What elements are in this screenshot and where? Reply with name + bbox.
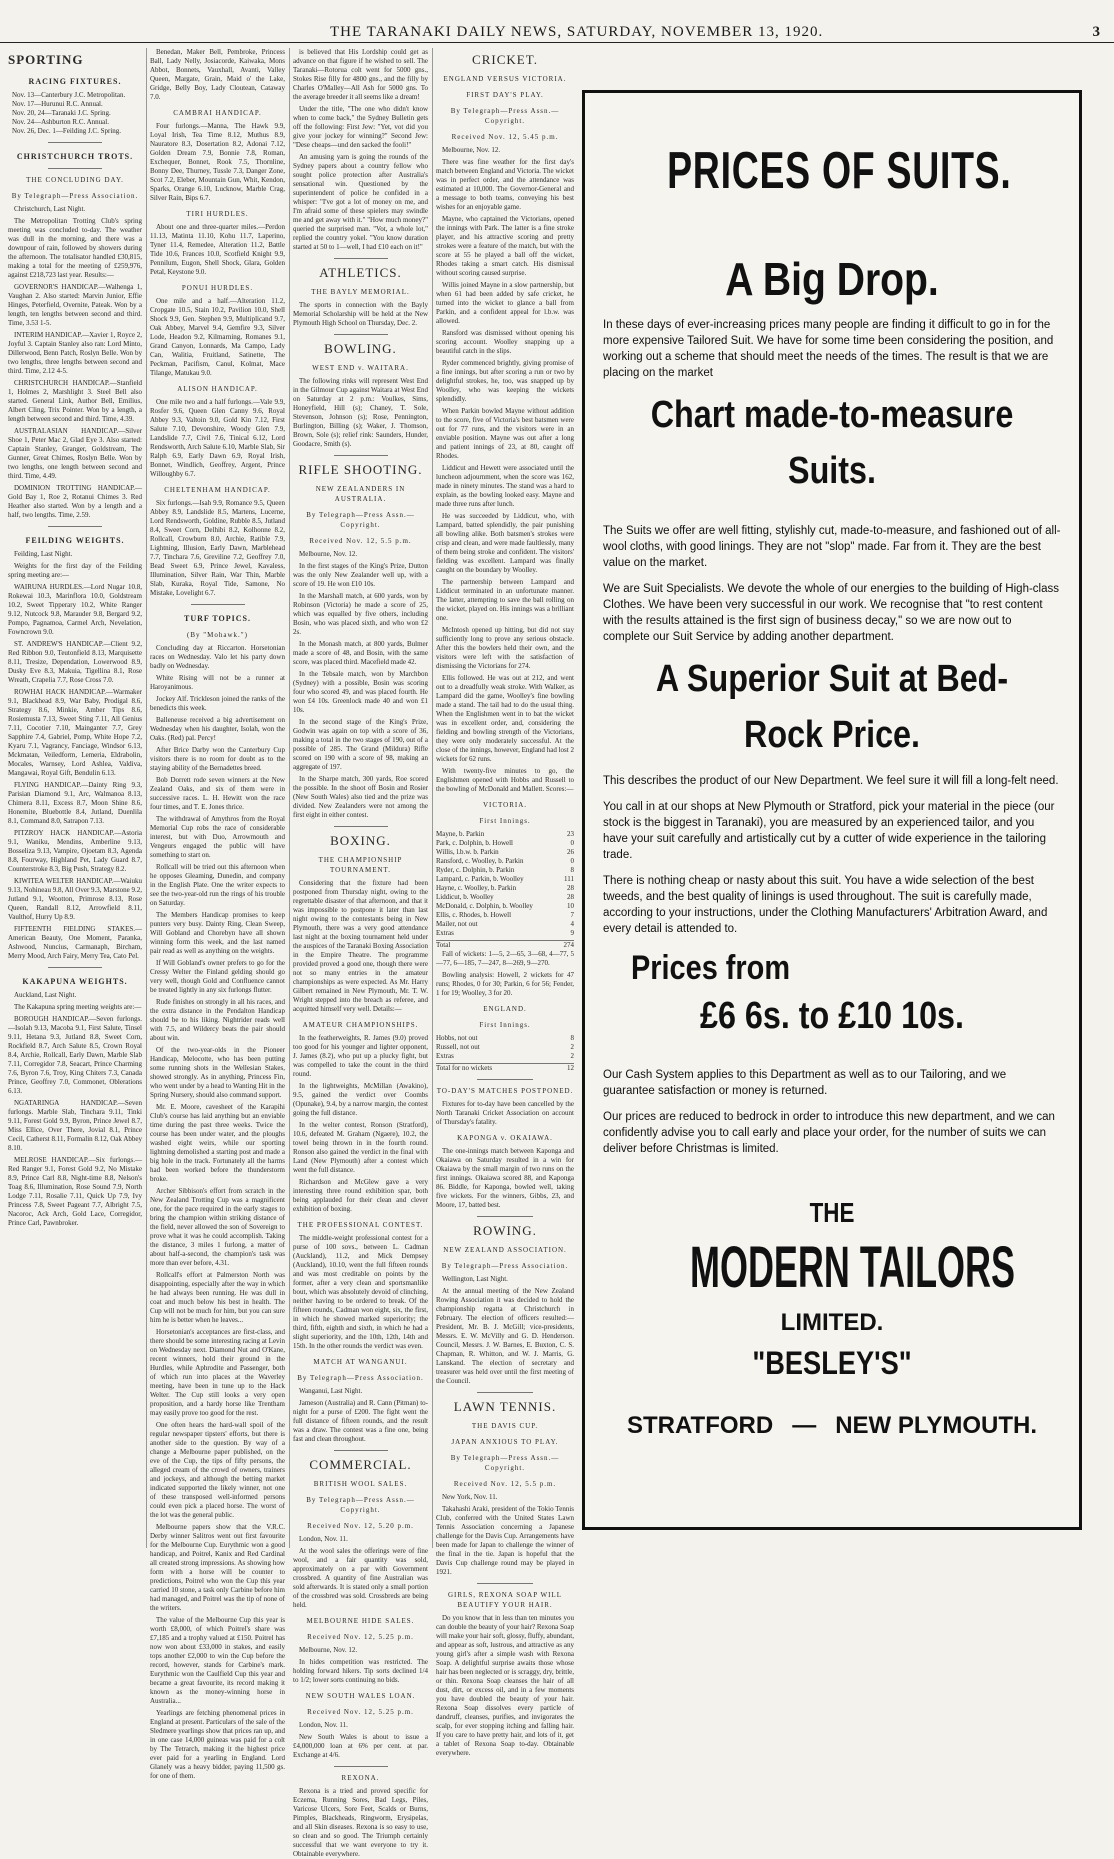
paragraph: With twenty-five minutes to go, the Englishmen opened with Hobbs and Russell to the bowling of McDonald and Mallett. Scores:— [436,767,574,793]
divider [191,604,245,605]
subheading: KAKAPUNA WEIGHTS. [22,977,128,986]
batsman-name: Hayne, c. Woolley, b. Parkin [436,884,517,892]
paragraph: Do you know that in less than ten minutes you can double the beauty of your hair? Rexona Soap will make your hair soft, glossy, fluffy, abundant, and appear as soft, lustrous, and attractive as any young girl's after a simple wash with Rexona Soap. A delightful surprise awaits those whose hair has been neglected or is scraggy, dry, brittle, or thin. Rexona Soap cleanses the hair of all dust, dirt, or excess oil, and in a few moments you have doubled the beauty of your hair. Rexona Soap dissolves every particle of dandruff, cleanses, purifies, and invigorates the scalp, for ever stopping itching and falling hair. If you care to have pretty hair, and lots of it, get a tablet of Rexona Soap to-day. Obtainable everywhere. [436,1614,575,1757]
paragraph: is believed that His Lordship could get as advance on that figure if he wished to sell. The Taranaki—Rotorua colt went for 5000 gns., Stokes Rise filly for 4800 gns., and the filly by Charles O'Malley—All Ash for 5000 gns. To the average breeder it all seems like a dream! [293,48,428,101]
paragraph: AUSTRALASIAN HANDICAP.—Silver Shoe 1, Peter Mac 2, Glad Eye 3. Also started: Captain Stanley, Granger, Goldstream, The Gunner, Great Chimes, Roslyn Belle. Won by two lengths, one length between second and third. Time, 4.49. [8,427,142,480]
scorecard-victoria [436,830,574,950]
masthead-title: THE TARANAKI DAILY NEWS, SATURDAY, NOVEMBER 13, 1920. [330,24,824,40]
list-item: Nov. 17—Hurunui R.C. Annual. [12,100,103,108]
paragraph: At the wool sales the offerings were of fine wool, and a fair quantity was sold, approximately on a par with Government crossbred. A quantity of fine Australian was sold afterwards. It is stated only a small portion of the crossbred was sold. Crossbreds are being held. [293,1547,428,1609]
paragraph: The middle-weight professional contest for a purse of 100 sovs., between L. Cadman (Auckland), 11.2, and Mick Dempsey (Auckland), 10.10, went the full fifteen rounds and was most creditable on points by the former, after a very clean and sportsmanlike bout, which was absolutely devoid of clinching, neither having to be ordered to break. Of the fifteen rounds, Cadman won eight, six, the first, in which he showed marked superiority; the third, fifth, eighth and sixth, in which he had a slight superiority, and the 10th, 12th, 14th and 15th. In the other rounds the verdict was even. [293,1234,428,1350]
divider [334,1450,388,1451]
batsman-runs: 0 [570,839,574,847]
subheading: ALISON HANDICAP. [177,385,258,393]
batsman-runs: 7 [570,911,574,919]
paragraph: In the second stage of the King's Prize, Godwin was again on top with a score of 36, making a total in the two stages of 190, out of a possible of 285. The Grand (Mildura) Rifle scored on 190 with a score of 98, making an aggregate of 197. [293,718,428,771]
divider [48,526,102,527]
paragraph: The partnership between Lampard and Liddicut terminated in an unfortunate manner. The latter, attempting to save the ball rolling on the wicket, played on. His innings was a brilliant one. [436,578,574,622]
section-heading: BOXING. [330,833,391,848]
batsman-name: Ransford, c. Woolley, b. Parkin [436,857,524,865]
divider [48,168,102,169]
paragraph: In the Monash match, at 800 yards, Bulmer made a score of 48, and Bosin, with the same score, was placed third. Macefield made 42. [293,640,428,666]
ad-subheading: Suits. [788,450,876,492]
score-row [436,875,574,884]
paragraph: NGATARINGA HANDICAP.—Seven furlongs. Marble Slab, Tinchara 9.11, Tinki 9.11, Forest Gold 9.9, Byron, Prince Jewel 8.7, Miss Ellice, Over There, Jovial 8.1, Prince Cecil, Catherst 8.11, Formalin 8.12, Oak Abbey 8.10. [8,1099,142,1152]
score-row [436,830,574,839]
subheading: THE PROFESSIONAL CONTEST. [297,1221,424,1229]
paragraph: Concluding day at Riccarton. Horsetonian races on Wednesday. Valo let his party down badly on Wednesday. [150,644,285,670]
subheading: CAMBRAI HANDICAP. [173,109,262,117]
paragraph: One mile two and a half furlongs.—Vale 9.9, Rosfer 9.6, Queen Glen Canny 9.6, Royal Abbey 9.3, Valtoin 9.0, Gold Kin 7.12, First Salute 7.10, Devonshire, Woody Glen 7.9, Landslide 7.7, Civil 7.6, Tinical 6.12, Lord Rendsworth, Arch Salute 6.10, Marble Slab, Sir Ralph 6.9, Early Dawn 6.9, Royal Irish, Bonnet, Windlich, Geoffrey, Argent, Prince Willoughby 6.7. [150,398,285,478]
batsman-runs: 28 [567,884,574,892]
batsman-runs: 0 [570,857,574,865]
batsman-runs: 9 [570,929,574,937]
dateline: Received Nov. 12, 5.25 p.m. [307,1633,414,1641]
total-value: 274 [563,941,574,949]
ad-subheading: A Superior Suit at Bed- [655,658,1009,700]
paragraph: In hides competition was restricted. The holding forward hikers. Tip sorts declined 1/4 to 1/2; lower sorts continuing no bids. [293,1658,428,1684]
score-total [436,940,574,950]
dateline: Received Nov. 12, 5.5 p.m. [453,1480,557,1488]
dateline: Received Nov. 12, 5.20 p.m. [307,1522,414,1530]
batsman-runs: 26 [567,848,574,856]
score-row [436,848,574,857]
paragraph: The Metropolitan Trotting Club's spring meeting was concluded to-day. The weather was dull in the morning, and there was a downpour of rain, followed by showers during the afternoon. The totalisator handled £30,815, making a total for the meeting of £259,976, against £218,723 last year. Results:— [8,217,142,279]
ad-price-range: £6 6s. to £10 10s. [700,995,964,1037]
paragraph: An amusing yarn is going the rounds of the Sydney papers about a country fellow who sought police protection after Australia's sensational win. Questioned by the superintendent of police he confided in a whisper: "I've got a lot of money on me, and I'm afraid some of these spielers may swindle me and get away with it." "How much money?" queried the surprised man. "Vot, a whole lot," replied the country yokel. "You know duration started at 50 to 1—well, I had £10 each on it!" [293,153,428,251]
section-heading: ROWING. [473,1223,537,1238]
batsman-name: Russell, not out [436,1043,480,1051]
score-row [436,884,574,893]
paragraph: Takahashi Araki, president of the Tokio Tennis Club, conferred with the United States Lawn Tennis Association concerning a Japanese challenge for the Davis Cup. Arrangements have been made for Japan to challenge the winner of the final in the tie. Japan is hopeful that the Davis Cup challenge round may be played in 1921. [436,1505,574,1576]
paragraph: Rollcall's effort at Palmerston North was disappointing, especially after the way in which he had always been running. He was dull in coat and much below his best in health. The Cup will not be much for him, but you can sure him he is better when he leaves... [150,1271,285,1324]
subheading: ENGLAND. [483,1005,527,1013]
batsman-runs: 8 [570,866,574,874]
subheading: TIRI HURDLES. [186,210,249,218]
ad-limited: LIMITED. [780,1309,884,1336]
paragraph: After Brice Darby won the Canterbury Cup visitors there is no room for doubt as to the staying ability of the Bernadettes breed. [150,746,285,772]
paragraph: Weights for the first day of the Feilding spring meeting are:— [8,562,142,579]
section-heading: ATHLETICS. [319,265,402,280]
paragraph: KIWITEA WELTER HANDICAP.—Waiuku 9.13, Nohineau 9.8, All Over 9.3, Marstone 9.2, Jutland 9.1, Wootton, Primrose 8.13, Rose Queen, Randall 8.12, Arrowfield 8.11, Vaulthof, Hurry Up 8.9. [8,877,142,921]
byline: By Telegraph—Press Assn.—Copyright. [306,1496,415,1514]
paragraph: Jockey Alf. Trickleson joined the ranks of the benedicts this week. [150,695,285,712]
list-item: Nov. 20, 24—Taranaki J.C. Spring. [12,109,111,117]
subheading: CHELTENHAM HANDICAP. [164,486,271,494]
subheading: WEST END v. WAITARA. [312,364,409,372]
paragraph: In the first stages of the King's Prize, Dutton was the only New Zealander well up, with a score of 19. He won £10 10s. [293,562,428,588]
paragraph: WAIRUNA HURDLES.—Lord Nugar 10.8, Rokewai 10.3, Marinflora 10.0, Goldstream 10.2, Sweet Tipperary 10.2, White Ranger 9.12, Nutcock 9.8, Marauder 9.8, Bergard 9.2, Pompo, Pagnamoa, Carmel Arch, Nevelation, Fowncrown 9.0. [8,583,142,636]
column-rule [289,48,290,1548]
batsman-name: Ellis, c. Rhodes, b. Howell [436,911,512,919]
paragraph: At the annual meeting of the New Zealand Rowing Association it was decided to hold the championship regatta at Christchurch in February. The election of officers resulted:— President, Mr. B. J. McGill; vice-presidents, Messrs. E. W. McVilly and G. D. Henderson. Council, Messrs. J. W. Barnes, E. Buxton, C. S. Chapman, R. Whitton, and W. J. Marris, G. Lanskand. The election of secretary and treasurer was held over until the first meeting of the Council. [436,1287,574,1385]
list-item: Nov. 13—Canterbury J.C. Metropolitan. [12,91,126,99]
paragraph: Ryder commenced brightly, giving promise of a fine innings, but after scoring a run or two by delightful strokes, he, too, was snapped up by Woolley, who was keeping the wickets splendidly. [436,359,574,403]
masthead [0,0,1114,43]
dateline: Wellington, Last Night. [442,1275,508,1283]
ad-besleys: "BESLEY'S" [752,1345,912,1381]
ad-paragraph: We are Suit Specialists. We devote the whole of our energies to the building of High-class Clothes. We have been very successful in our work. We recognise that "to rest content with the results attained is the first sign of business decay," so we are now out to complete our Suit Service by adding another department. [603,583,1059,643]
dateline: Christchurch, Last Night. [14,205,86,213]
paragraph: Rexona is a tried and proved specific for Eczema, Running Sores, Bad Legs, Piles, Varicose Ulcers, Sore Feet, Scalds or Burns, Pimples, Blackheads, Ringworm, Erysipelas, and all Skin diseases. Rexona is so easy to use, so clean and so good. The Triumph certainly successful that we want everyone to try it. Obtainable everywhere. [293,1787,428,1858]
score-row [436,893,574,902]
dateline: Melbourne, Nov. 12. [299,1646,358,1654]
byline: By Telegraph—Press Assn.—Copyright. [306,511,415,529]
paragraph: The following rinks will represent West End in the Gilmour Cup against Waitara at West End on Saturday at 2 p.m.: Voulkes, Sims, Honeyfield, Hill (s); Chaney, T. Sole, Stevenson, Johnson (s); Rose, Pennington, Burlington, Billing (s); Waker, J. Thomson, Brown, Sole (s); relief rink: Saunders, Hunder, Goodacre, Smith (s). [293,377,428,448]
batsman-runs: 10 [567,902,574,910]
batsman-name: Lampard, c. Parkin, b. Woolley [436,875,524,883]
ad-town: NEW PLYMOUTH. [835,1412,1037,1439]
column-cricket [436,48,575,1757]
batsman-name: Ryder, c. Dolphin, b. Parkin [436,866,515,874]
paragraph: Melbourne papers show that the V.R.C. Derby winner Salitros went out first favourite for the Melbourne Cup. Eurythmic won a good handicap, and Poitrel, Kanix and Red Cardinal all created strong impressions. As showing how form with a horse will be counter to predictions, Poitrel who won the Cup this year carried 10 stone, a task only Carbine before him had managed, and Poitrel was the tip of none of the writers. [150,1523,285,1612]
batsman-name: Extras [436,929,454,937]
divider [477,1216,532,1217]
divider [334,826,388,827]
ad-subheading: Rock Price. [744,714,920,756]
paragraph: Fixtures for to-day have been cancelled by the North Taranaki Cricket Association on account of Thursday's fatality. [436,1100,574,1126]
ad-paragraph: The Suits we offer are well fitting, stylishly cut, made-to-measure, and fashioned out of all-wool cloths, with good linings. They are not "slop" made. Far from it. They are the best value on the market. [603,525,1061,569]
subheading: First Innings. [479,1021,531,1029]
paragraph: Balleneuse received a big advertisement on Wednesday when his daughter, Isolah, won the Oaks. (Red) pal. Percy! [150,716,285,742]
paragraph: FLYING HANDICAP.—Dainty Ring 9.3, Parisian Diamond 9.1, Arc, Walmanoa 8.13, Chimera 8.11, Excess 8.7, Moon Shine 8.6, Honemite, Bluebottle 8.4, Jutland, Duenlila 8.1, Command 8.0, Satrapon 7.13. [8,781,142,825]
paragraph: Four furlongs.—Manna, The Hawk 9.9, Loyal Irish, Tea Time 8.12, Muthus 8.9, Nauratore 8.3, Dosertation 8.2, Adonai 7.12, Golden Dream 7.9, Bonnie 7.8, Roman, Exchequer, Bonnet, Rook 7.5, Thornline, Bonny Dee, Thurney, Tussle 7.3, Danger Zone, Scot 7.2, Eleber, Mountain Gun, Whit, Kendon, Sparks, Orange 6.10, Lucknow, Marble Crag, Silver Rain, Bips 6.7. [150,122,285,202]
subheading: THE CONCLUDING DAY. [26,176,124,184]
subheading: TURF TOPICS. [184,614,251,623]
subheading: TO-DAY'S MATCHES POSTPONED. [436,1087,574,1095]
subheading: NEW ZEALAND ASSOCIATION. [443,1246,567,1254]
batsman-name: Mailer, not out [436,920,478,928]
ad-paragraph: You call in at our shops at New Plymouth or Stratford, pick your material in the piece (our stock is the biggest in Taranaki), you are measured by an experienced tailor, and you have your suit carefully and artistically cut by a cutter of wide experience in the tailoring trade. [603,801,1055,861]
score-row [436,1052,574,1061]
scorecard-england [436,1034,574,1073]
ad-firm-article: THE [809,1197,855,1228]
paragraph: Of the two-year-olds in the Pioneer Handicap, Melocotte, who has been putting some running shots in the Wellesian Stakes, showed strongly. As in anything, Princess Fin, who went under by a head to Wanting Hit in the Spring Nursery, should also command support. [150,1046,285,1099]
subheading: MATCH AT WANGANUI. [313,1358,408,1366]
ad-town: STRATFORD [627,1412,774,1439]
score-row [436,911,574,920]
paragraph: The sports in connection with the Bayly Memorial Scholarship will be held at the New Plymouth High School on Thursday, Dec. 2. [293,301,428,327]
paragraph: White Rising will not be a runner at Haroyanimous. [150,674,285,691]
byline: (By "Mohawk.") [187,631,248,639]
subheading: GIRLS, REXONA SOAP WILL BEAUTIFY YOUR HAIR. [447,1591,562,1609]
paragraph: Bowling analysis: Howell, 2 wickets for 47 runs; Rhodes, 0 for 30; Parkin, 6 for 56; Fender, 1 for 19; Woolley, 3 for 20. [436,971,574,997]
paragraph: Horsetonian's acceptances are first-class, and there should be some interesting racing at Levin on Wednesday next. Diamond Nut and O'Kane, recent winners, hold their ground in the Hurdles, while Aphrodite and Passenger, both of which run into places at the Waverley meeting, have been in tune up to the Hack Welter. The Cup still looks a very open proposition, and a hardy horse like Trentham may easily prove too good for the rest. [150,1328,285,1417]
column-rule [432,48,433,1548]
paragraph: Ransford was dismissed without opening his scoring account. Woolley snapping up a beautiful catch in the slips. [436,329,574,355]
paragraph: Bob Dorrett rode seven winners at the New Zealand Oaks, and six of them were in successive races. L. H. Hewitt won the race four times, and T. E. Jones thrice. [150,776,285,811]
section-heading: COMMERCIAL. [309,1457,412,1472]
batsman-runs: 8 [570,1034,574,1042]
paragraph: The one-innings match between Kaponga and Okaiawa on Saturday resulted in a win for Okaiawa by the small margin of two runs on the first innings. Okaiawa scored 88, and Kaponga 86. Biddle, for Kaponga, bowled well, taking five wickets. For the winners, Gibbs, 23, and Moore, 17, batted best. [436,1147,574,1209]
dateline: London, Nov. 11. [299,1721,348,1729]
score-row [436,1043,574,1052]
byline: By Telegraph—Press Association. [441,1262,569,1270]
paragraph: Richardson and McGlew gave a very interesting three round exhibition spar, both being applauded for their clean and clever exhibition of boxing. [293,1178,428,1213]
paragraph: There was fine weather for the first day's match between England and Victoria. The wicket was in perfect order, and the attendance was estimated at 10,000. The Governor-General and a message to both teams, conveying his best wishes for an enjoyable game. [436,158,574,211]
paragraph: When Parkin bowled Mayne without addition to the score, five of Victoria's best batsmen were out for 77 runs, and the visitors were in an enviable position. Mayne was out after a long and patient innings of 23, at 80, caught off Rhodes. [436,407,574,460]
paragraph: Willis joined Mayne in a slow partnership, but when 61 had been added by safe cricket, he turned into the wicket to glance a ball from Parkin, and a confident appeal for l.b.w. was allowed. [436,281,574,325]
paragraph: One often hears the hard-wall spoil of the regular newspaper tipsters' efforts, but there is another side to the question. By way of a change a Melbourne paper published, on the eve of the Cup, the tips of fifty persons, the alleged cream of the crowd of owners, trainers and jockeys, and although the betting market indicated supported the likely winner, not one of these transposed well-informed persons could even pick a placed horse. The worst of the lot was the general public. [150,1421,285,1519]
subheading: BRITISH WOOL SALES. [313,1480,408,1488]
score-row [436,929,574,938]
dateline: Received Nov. 12, 5.45 p.m. [451,133,559,141]
ad-drop-heading: A Big Drop. [725,253,939,305]
byline: By Telegraph—Press Assn.—Copyright. [450,1454,560,1472]
subheading: RACING FIXTURES. [28,77,122,86]
paragraph: Benedan, Maker Bell, Pembroke, Princess Ball, Lady Nelly, Josiacorde, Kaiwaka, Mons Abbot, Bonnets, Vauxhall, Avanti, Valley Queen, Margate, Grain, Maid o' the Lake, Gridge, Belly Boy, Lady Cloutean, Cataway 7.0. [150,48,285,101]
score-total [436,1063,574,1073]
batsman-name: Hobbs, not out [436,1034,478,1042]
subheading: JAPAN ANXIOUS TO PLAY. [451,1438,559,1446]
paragraph: Six furlongs.—Isah 9.9, Romance 9.5, Queen Abbey 8.9, Landslide 8.5, Martens, Lucerne, Lord Rendsworth, Goldine, Rubble 8.5, Jutland 8.4, Sweet Corn, Delhibi 8.2, Kolhonne 8.2, Rollcall, Crowburn 8.0, Archie, Ratible 7.9, Lightning, Illusion, Early Dawn, Marblehead 7.7, Tinchara 7.6, Greviline 7.2, Geoffrey 7.0, Bead Sweet 6.9, Prince Jewel, Kavaless, Illumination, Silver Rain, War Thin, Marble Slab, Kuraka, Royal Tide, Samone, No Mistake, Lovelight 6.7. [150,499,285,597]
column-rule [146,48,147,1548]
score-row [436,920,574,929]
paragraph: One mile and a half.—Alteration 11.2, Cropgate 10.5, Stain 10.2, Pavilion 10.0, Shell Shock 9.9, Gen. Stephen 9.9, Multiplicand 9.7, Oak Abbey, Marvel 9.4, Gemfire 9.3, Silver Lode, Headon 9.2, Kilmarning, Romanes 9.1, Grand Canyon, Lonnards, Ma Campo, Lady Can, Walitia, Fruitland, Satinette, The Peckman, Pacifism, Canul, Kolmat, Mace Tilange, Matukau 9.0. [150,297,285,377]
paragraph: Jameson (Australia) and R. Cann (Pitman) to-night for a purse of £200. The fight went the full distance of fifteen rounds, and the result was a draw. The contest was a fine one, being fast and clean throughout. [293,1399,428,1443]
paragraph: The Members Handicap promises to keep punters very busy. Dainty Ring, Clean Sweep, Will Gobland and Chorebyn have all shown winning form this week, and the last named pair read as well as anything on the weights. [150,911,285,955]
paragraph: GOVERNOR'S HANDICAP.—Walhenga 1, Vaughan 2. Also started: Marvin Junior, Effie Hinges, Peterfield, Overnite, Pateak. Won by a length, ten lengths between second and third. Time, 3.53 1-5. [8,283,142,327]
dateline: Received Nov. 12, 5.5 p.m. [309,537,412,545]
dateline: Melbourne, Nov. 12. [442,146,501,154]
ad-prices-from: Prices from [631,949,791,987]
subheading: FIRST DAY'S PLAY. [466,91,544,99]
divider [48,967,102,968]
paragraph: In the Marshall match, at 600 yards, won by Robinson (Victoria) he made a score of 25, which was equalled by five others, including Bosin, who was placed sixth, and who won £2 2s. [293,592,428,636]
subheading: THE BAYLY MEMORIAL. [311,288,410,296]
paragraph: The value of the Melbourne Cup this year is worth £8,000, of which Poitrel's share was £7,185 and a trophy valued at £150. Poitrel has now won about £33,000 in stakes, and easily tops another £2,000 to win the Cup before the record, however, stands for Carbine's mark. Eurythmic won the Caulfield Cup this year and became a great favourite, its record making it known as the money-winning horse in Australia... [150,1616,285,1705]
paragraph: In the featherweights, R. James (9.0) proved too good for his younger and lighter opponent, J. James (8.2), who put up a plucky fight, but was compelled to take the count in the third round. [293,1034,428,1078]
dateline: Auckland, Last Night. [14,991,77,999]
dateline: London, Nov. 11. [299,1535,348,1543]
total-label: Total [436,941,451,949]
subheading: REXONA. [341,1774,380,1782]
fixture-list [8,91,142,136]
paragraph: CHRISTCHURCH HANDICAP.—Stanfield 1, Holmes 2, Marshlight 3. Steel Bell also started. General Link, Author Bell, Emilius, Albert Cling, Trix Pointer. Won by a length, a length between second and third. Time, 4.39. [8,379,142,423]
paragraph: Rude finishes on strongly in all his races, and the extra distance in the Pendalton Handicap should be to his liking. Nightrider reads well with 7.5, and Wildercy beats the pair should about win. [150,998,285,1042]
paragraph: Liddicut and Hewett were associated until the luncheon adjournment, when the score was 162, made in ninety minutes. The stand was a hard to explain, as the bowling looked easy. Mayne and made three runs after lunch. [436,464,574,508]
paragraph: BOROUGH HANDICAP.—Seven furlongs.—Isolah 9.13, Macoba 9.1, First Salute, Tinsel 9.11, Hetana 9.3, Jutland 8.8, Sweet Corn, Rockfield 8.7, Arch Salute 8.5, Crown Royal 8.4, Archie, Rollcall, Early Dawn, Marble Slab 7.11, Corregidor 7.8, Seacart, Prince Charming 7.6, Byron 7.6, Troy, King Chiters 7.3, Canada Prince, Geoffrey 7.0, Commonet, Oblerations 6.13. [8,1015,142,1095]
page-number: 3 [1092,24,1100,40]
batsman-name: Extras [436,1052,454,1060]
paragraph: PITZROY HACK HANDICAP.—Astoria 9.1, Waniku, Mendins, Amberline 9.13, Bosseliza 9.13, Vampire, Ojoetam 8.3, Agenda 8.8, Fourway, Highland Pet, Lady Guard 8.7, Counterstroke 8.3, Big Push, Strategy 8.2. [8,829,142,873]
divider [48,142,102,143]
subheading: VICTORIA. [482,801,528,809]
dateline: New York, Nov. 11. [442,1493,498,1501]
column-general [293,48,428,1858]
divider [477,1392,532,1393]
score-row [436,866,574,875]
advertisement-modern-tailors [582,90,1082,1530]
dateline: Feilding, Last Night. [14,550,73,558]
paragraph: Yearlings are fetching phenomenal prices in England at present. Particulars of the sale of the Sledmere yearlings show that prices ran up, and in one case 14,000 guineas was paid for a colt by The Tetrarch, making it the highest price ever paid for a yearling in England. Lord Glanely was a heavy bidder, paying 11,500 gs. for one of them. [150,1709,285,1780]
divider [334,1766,388,1767]
divider [334,258,388,259]
paragraph: If Will Gobland's owner prefers to go for the Cressy Welter the Finland gelding should go very well, though Gold and Confluence cannot be treated lightly in any six furlongs flutter. [150,959,285,994]
subheading: NEW ZEALANDERS IN AUSTRALIA. [315,485,406,503]
dateline: Wanganui, Last Night. [299,1387,363,1395]
paragraph: In the lightweights, McMillan (Awakino), 9.5, gained the verdict over Coombs (Opunake), 9.4, by a narrow margin, the contest going the full distance. [293,1082,428,1117]
paragraph: He was succeeded by Liddicut, who, with Lampard, batted splendidly, the pair punishing all bowling alike. Both batsmen's strokes were crisp and clean, and were made faultlessly, many of them being stroke and confident. The visitors' fielding was excellent. Lampard was finally caught on the boundary by Woolley. [436,512,574,574]
ad-paragraph: In these days of ever-increasing prices many people are finding it difficult to go in for the more expensive Tailored Suit. We have for some time been considering the position, and working out a scheme that should meet the needs of the times. The result is that we are placing on the market [603,319,1054,379]
paragraph: FIFTEENTH FIELDING STAKES.—American Beauty, One Moment, Paranka, Ashwood, Nuncius, Carmanaph, Bircham, Merry Mood, Arch Fairy, Merry Tea, Cato Pel. [8,925,142,960]
section-heading: RIFLE SHOOTING. [298,462,423,477]
paragraph: In the Sharpe match, 300 yards, Roe scored the possible. In the shoot off Bosin and Rosier (New South Wales) also tied and the prize was divided. New Zealanders were not among the first eight in either contest. [293,775,428,819]
batsman-name: McDonald, c. Dolphin, b. Woolley [436,902,533,910]
subheading: ENGLAND VERSUS VICTORIA. [443,75,567,83]
column-racing [150,48,285,1780]
byline: By Telegraph—Press Assn.—Copyright. [450,107,560,125]
subheading: First Innings. [479,817,531,825]
byline: By Telegraph—Press Association. [297,1374,424,1382]
ad-paragraph: This describes the product of our New Department. We feel sure it will fill a long-felt need. [603,775,1059,787]
ad-subheading: Chart made-to-measure [650,394,1014,436]
paragraph: Ellis followed. He was out at 212, and went out to a dreadfully weak stroke. With Walker, as Lampard did the game, Woolley's fine bowling made a stand. The tail had to do the usual thing. When the Englishmen went in to bat the wicket was in excellent order, and, considering the fielding and bowling strength of the Victorians, they were only moderately successful. At the close of the innings, however, England had lost 2 wickets for 62 runs. [436,674,574,763]
batsman-name: Willis, l.b.w. b. Parkin [436,848,499,856]
paragraph: MELROSE HANDICAP.—Six furlongs.—Red Ranger 9.1, Forest Gold 9.2, No Mistake 8.9, Prince Carl 8.8, Night-time 8.8, Nelson's Toag 8.6, Illumination, Rose Sound 7.9, North Lodge 7.11, Rosalie 7.11, Quick Up 7.9, Ivy Princess 7.8, Sweet Pageant 7.7, Albright 7.5, Nacoroc, Ack Arch, Gold Lace, Corregidor, Prince Carl, Pawnbroker. [8,1156,142,1227]
paragraph: Rollcall will be tried out this afternoon when he opposes Gleaming, Dunedin, and company in the English Plate. One the writer expects to see the two-year-old run the rings of his trouble on Saturday. [150,863,285,907]
list-item: Nov. 26, Dec. 1—Feilding J.C. Spring. [12,127,122,135]
dateline: Melbourne, Nov. 12. [299,550,358,558]
score-row [436,857,574,866]
subheading: FEILDING WEIGHTS. [25,536,125,545]
paragraph: Mayne, who captained the Victorians, opened the innings with Park. The latter is a fine stroke player, and his attractive scoring and pretty strokes were a feature of the match, but with the score at 55 he played a ball off the wicket, Rhodes taking a smart catch. His dismissal without scoring caused surprise. [436,215,574,277]
ad-dash: — [792,1412,817,1439]
paragraph: ROWHAI HACK HANDICAP.—Warmaker 9.1, Blackhead 8.9, War Baby, Prodigal 8.6, Strategy 8.6, Minkie, Amber Tips 8.6, Rosiemusta 7.13, Sweet Sting 7.11, All Genius 7.11, Cocotier 7.10, Mainganter 7.7, Grey Sapphire 7.4, Gabriel, Pomp, White Hope 7.2, Kyaru 7.1, Vagrancy, Fanciage, Windsor 6.13, Mckmatan, Veiledform, Lemeria, Eldrabolin, Mocales, Warnsey, Lord Ashlea, Valdiva, Mangawai, Royal Gift, Bendulin 6.13. [8,688,142,777]
paragraph: DOMINION TROTTING HANDICAP.—Gold Bay 1, Roe 2, Rotanui Chimes 3. Red Heather also started. Won by a length and a half, two lengths. Time, 2.59. [8,484,142,519]
ad-paragraph: There is nothing cheap or nasty about this suit. You have a wide selection of the best tweeds, and the best quality of linings is used throughout. The suit is carefully made, according to your instructions, under the Clothing Manufacturers' Arbitration Award, and every detail is attended to. [603,875,1048,935]
paragraph: Under the title, "The one who didn't know when to come back," the Sydney Bulletin gets off the following: First Jew: "Yet, vot did you give your jockey for winning?" Second Jew: "Dese cheaps—und den sacked the fooli!" [293,105,428,149]
list-item: Nov. 24—Ashburton R.C. Annual. [12,118,109,126]
byline: By Telegraph—Press Association. [11,192,139,200]
divider [477,1583,532,1584]
score-row [436,839,574,848]
paragraph: New South Wales is about to issue a £4,000,000 loan at 6% per cent. at par. Exchange at 4/6. [293,1733,428,1759]
score-row [436,1034,574,1043]
subheading: THE CHAMPIONSHIP TOURNAMENT. [318,856,403,874]
paragraph: Mr. E. Moore, cavesheet of the Karapihi Club's course has laid anything but an enviable time during the past three weeks. Twice the course has been under water, and the ploughs washed eight weirs, while our sporting lightning demolished a starting post and made a big hole in the track. Fortunately all the harms had been worked before the thunderstorm broke. [150,1103,285,1183]
subheading: THE DAVIS CUP. [471,1422,539,1430]
ad-firm-name: MODERN TAILORS [690,1235,1015,1300]
batsman-runs: 4 [570,920,574,928]
paragraph: Fall of wickets: 1—5, 2—65, 3—68, 4—77, 5—77, 6—185, 7—247, 8—269, 9—270. [436,950,574,967]
batsman-runs: 28 [567,893,574,901]
subheading: NEW SOUTH WALES LOAN. [305,1692,416,1700]
ad-headline: PRICES OF SUITS. [667,142,1012,200]
subheading: CHRISTCHURCH TROTS. [16,152,134,161]
total-label: Total for no wickets [436,1064,493,1072]
paragraph: In the welter contest, Ronson (Stratford), 10.6, defeated M. Graham (Ngaere), 10.2, the towel being thrown in in the fourth round. Ronson also gained the verdict in the final with Land (New Plymouth) after a contest which went the full distance. [293,1121,428,1174]
batsman-runs: 111 [564,875,574,883]
ad-paragraph: Our prices are reduced to bedrock in order to introduce this new department, and we can confidently advise you to call early and place your order, for the number of suits we can deliver before Christmas is limited. [603,1111,1055,1155]
batsman-runs: 2 [570,1052,574,1060]
batsman-name: Park, c. Dolphin, b. Howell [436,839,513,847]
paragraph: In the Tebsale match, won by Marchbon (Sydney) with a possible, Bosin was scoring four who scored 49, and was placed fourth. He won £4 10s. Greenlock made 40 and won £1 10s. [293,670,428,714]
paragraph: ST. ANDREW'S HANDICAP.—Client 9.2, Red Ribbon 9.0, Teutonfield 8.13, Marquisette 8.11, Tresize, Dependation, Lowerwood 8.9, Dusky Eve 8.3, Makuia, Tigellina 8.1, Rose Wreath, Crapelia 7.7, Rose Cross 7.0. [8,640,142,684]
divider [334,455,388,456]
paragraph: The withdrawal of Amythros from the Royal Memorial Cup robs the race of considerable interest, but with Duo, Arrowmouth and Vengeurs engaged the public will have something to start on. [150,815,285,859]
divider [334,334,388,335]
section-heading: CRICKET. [472,52,538,67]
section-heading: BOWLING. [324,341,397,356]
section-heading: LAWN TENNIS. [453,1399,557,1414]
paragraph: Archer Sibbison's effort from scratch in the New Zealand Trotting Cup was a magnificent one, for the pace required in the early stages to bring the champion within striking distance of the field, never allowed the son of Sovereign to prove what it was he could accomplish. Taking the distance, 3 miles 1 furlong, a matter of about half-a-second, the champion's task was more than ever before, 4.31. [150,1187,285,1267]
column-sporting [8,48,142,1548]
ad-paragraph: Our Cash System applies to this Department as well as to our Tailoring, and we guarantee satisfaction or money is returned. [603,1069,1007,1097]
total-value: 12 [567,1064,574,1072]
paragraph: INTERIM HANDICAP.—Xavier 1, Royce 2, Joyful 3. Captain Stanley also ran: Lord Minto, Dillerwood, Benn Patch, Roslyn Belle. Won by two lengths, three lengths between second and third. Time, 2.12 4-5. [8,331,142,375]
section-heading: SPORTING [8,52,84,67]
score-row [436,902,574,911]
subheading: PONUI HURDLES. [181,284,254,292]
paragraph: The Kakapuna spring meeting weights are:— [14,1003,142,1011]
subheading: AMATEUR CHAMPIONSHIPS. [302,1021,419,1029]
paragraph: About one and three-quarter miles.—Perdon 11.13, Matinta 11.10, Kohu 11.7, Laperino, Tyner 11.4, Remedee, Alteration 11.2, Battle Tide 10.6, Frances 10.0, Scotfield Knight 9.9, Pennilum, Eugon, Shell Shock, Glara, Golden Petal, Keystone 9.0. [150,223,285,276]
divider [477,1079,532,1080]
batsman-runs: 23 [567,830,574,838]
subheading: MELBOURNE HIDE SALES. [306,1617,415,1625]
subheading: KAPONGA v. OKAIAWA. [457,1134,553,1142]
ad-towns [603,1412,1061,1440]
batsman-name: Mayne, b. Parkin [436,830,485,838]
batsman-name: Liddicut, b. Woolley [436,893,494,901]
paragraph: Considering that the fixture had been postponed from Thursday night, owing to the regrettable disaster of that afternoon, and that it was impossible to postpone it later than last night owing to the contestants being in New Plymouth, there was a very good attendance last night at the boxing tournament held under the auspices of the Taranaki Boxing Association in the Empire Theatre. The programme provided proved a good one, though there were not so many entries in the amateur championships as were expected. As Mr. Harry Gilbert remained in New Plymouth, Mr. T. W. Wright stepped into the breach as referee, and acquitted himself very well. Details:— [293,879,428,1013]
dateline: Received Nov. 12, 5.25 p.m. [307,1708,414,1716]
paragraph: McIntosh opened up hitting, but did not stay sufficiently long to prove any serious obstacle. After this the bowlers held their own, and the visitors were left with the satisfaction of dismissing the Victorians for 274. [436,626,574,670]
batsman-runs: 2 [570,1043,574,1051]
